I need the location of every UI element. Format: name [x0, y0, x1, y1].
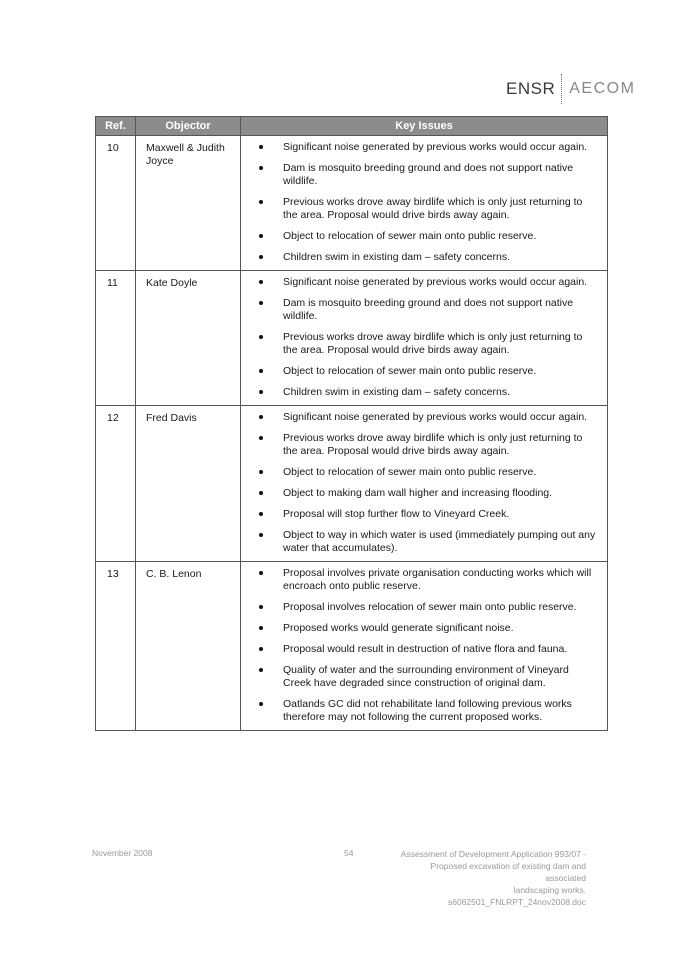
table-row — [96, 406, 608, 562]
issue-item — [259, 251, 599, 264]
issue-item — [259, 622, 599, 635]
bullet-icon — [259, 533, 263, 537]
issue-text: Object to way in which water is used (immediately pumping out any water that accumulates). — [283, 529, 596, 554]
issue-list — [241, 406, 607, 561]
ref-cell: 11 — [96, 271, 136, 406]
issue-item — [259, 196, 599, 222]
logo-aecom: AECOM — [569, 80, 636, 97]
key-issues-cell — [241, 136, 608, 271]
issue-text: Object to making dam wall higher and increasing flooding. — [283, 487, 553, 499]
issue-item — [259, 664, 599, 690]
bullet-icon — [259, 369, 263, 373]
key-issues-cell — [241, 271, 608, 406]
table-body — [96, 136, 608, 731]
issue-text: Proposal involves relocation of sewer main onto public reserve. — [283, 601, 577, 613]
bullet-icon — [259, 415, 263, 419]
issue-item — [259, 297, 599, 323]
logo-ensr: ENSR — [506, 79, 556, 98]
issue-text: Significant noise generated by previous works would occur again. — [283, 411, 588, 423]
issue-text: Previous works drove away birdlife which is only just returning to the area. Proposal would drive birds away again. — [283, 331, 583, 356]
issue-item — [259, 529, 599, 555]
issue-item — [259, 162, 599, 188]
issue-list — [241, 136, 607, 270]
issue-text: Quality of water and the surrounding environment of Vineyard Creek have degraded since construction of original dam. — [283, 664, 569, 689]
issue-text: Proposal would result in destruction of native flora and fauna. — [283, 643, 568, 655]
bullet-icon — [259, 390, 263, 394]
bullet-icon — [259, 200, 263, 204]
ref-cell: 12 — [96, 406, 136, 562]
issue-item — [259, 698, 599, 724]
bullet-icon — [259, 668, 263, 672]
issue-text: Object to relocation of sewer main onto public reserve. — [283, 365, 537, 377]
logo-divider — [561, 74, 563, 104]
bullet-icon — [259, 571, 263, 575]
objector-cell: Fred Davis — [136, 406, 241, 562]
bullet-icon — [259, 255, 263, 259]
issue-text: Proposal involves private organisation conducting works which will encroach onto public reserve. — [283, 567, 592, 592]
issue-text: Significant noise generated by previous works would occur again. — [283, 276, 588, 288]
bullet-icon — [259, 702, 263, 706]
bullet-icon — [259, 512, 263, 516]
company-logo — [506, 76, 635, 102]
issue-item — [259, 643, 599, 656]
objector-cell: Maxwell & Judith Joyce — [136, 136, 241, 271]
footer-title-line: landscaping works. — [513, 885, 586, 895]
bullet-icon — [259, 491, 263, 495]
bullet-icon — [259, 436, 263, 440]
ref-cell: 13 — [96, 562, 136, 731]
page-number: 54 — [344, 848, 354, 858]
issue-text: Dam is mosquito breeding ground and does not support native wildlife. — [283, 162, 574, 187]
key-issues-cell — [241, 406, 608, 562]
issue-item — [259, 411, 599, 424]
issue-text: Object to relocation of sewer main onto public reserve. — [283, 466, 537, 478]
issue-text: Children swim in existing dam – safety concerns. — [283, 386, 511, 398]
table-row — [96, 562, 608, 731]
issue-item — [259, 365, 599, 378]
table-header-row — [96, 117, 608, 136]
footer-date: November 2008 — [92, 848, 153, 858]
bullet-icon — [259, 605, 263, 609]
issue-text: Proposal will stop further flow to Vineyard Creek. — [283, 508, 510, 520]
bullet-icon — [259, 626, 263, 630]
table-row — [96, 136, 608, 271]
issue-item — [259, 141, 599, 154]
table-row — [96, 271, 608, 406]
header-ref: Ref. — [96, 117, 136, 136]
issue-text: Previous works drove away birdlife which is only just returning to the area. Proposal would drive birds away again. — [283, 432, 583, 457]
bullet-icon — [259, 470, 263, 474]
ref-cell: 10 — [96, 136, 136, 271]
footer-document-title — [390, 848, 586, 908]
issue-text: Significant noise generated by previous works would occur again. — [283, 141, 588, 153]
issue-text: Previous works drove away birdlife which is only just returning to the area. Proposal would drive birds away again. — [283, 196, 583, 221]
issue-item — [259, 276, 599, 289]
bullet-icon — [259, 166, 263, 170]
objections-table — [95, 116, 608, 731]
footer-title-line: Assessment of Development Application 993/07 - — [400, 849, 586, 859]
objector-cell: C. B. Lenon — [136, 562, 241, 731]
bullet-icon — [259, 647, 263, 651]
header-objector: Objector — [136, 117, 241, 136]
bullet-icon — [259, 145, 263, 149]
footer-title-line: Proposed excavation of existing dam and associated — [430, 861, 586, 883]
issue-item — [259, 508, 599, 521]
bullet-icon — [259, 301, 263, 305]
issue-item — [259, 601, 599, 614]
issue-text: Children swim in existing dam – safety concerns. — [283, 251, 511, 263]
issue-list — [241, 562, 607, 730]
issue-item — [259, 432, 599, 458]
issue-item — [259, 466, 599, 479]
issue-item — [259, 386, 599, 399]
issue-item — [259, 331, 599, 357]
issue-list — [241, 271, 607, 405]
bullet-icon — [259, 335, 263, 339]
footer-title-line: s6062501_FNLRPT_24nov2008.doc — [448, 897, 586, 907]
issue-text: Dam is mosquito breeding ground and does not support native wildlife. — [283, 297, 574, 322]
issue-text: Proposed works would generate significant noise. — [283, 622, 514, 634]
issue-item — [259, 567, 599, 593]
header-key-issues: Key Issues — [241, 117, 608, 136]
issue-text: Oatlands GC did not rehabilitate land following previous works therefore may not following the current proposed works. — [283, 698, 572, 723]
objector-cell: Kate Doyle — [136, 271, 241, 406]
bullet-icon — [259, 234, 263, 238]
key-issues-cell — [241, 562, 608, 731]
issue-text: Object to relocation of sewer main onto public reserve. — [283, 230, 537, 242]
bullet-icon — [259, 280, 263, 284]
issue-item — [259, 487, 599, 500]
issue-item — [259, 230, 599, 243]
